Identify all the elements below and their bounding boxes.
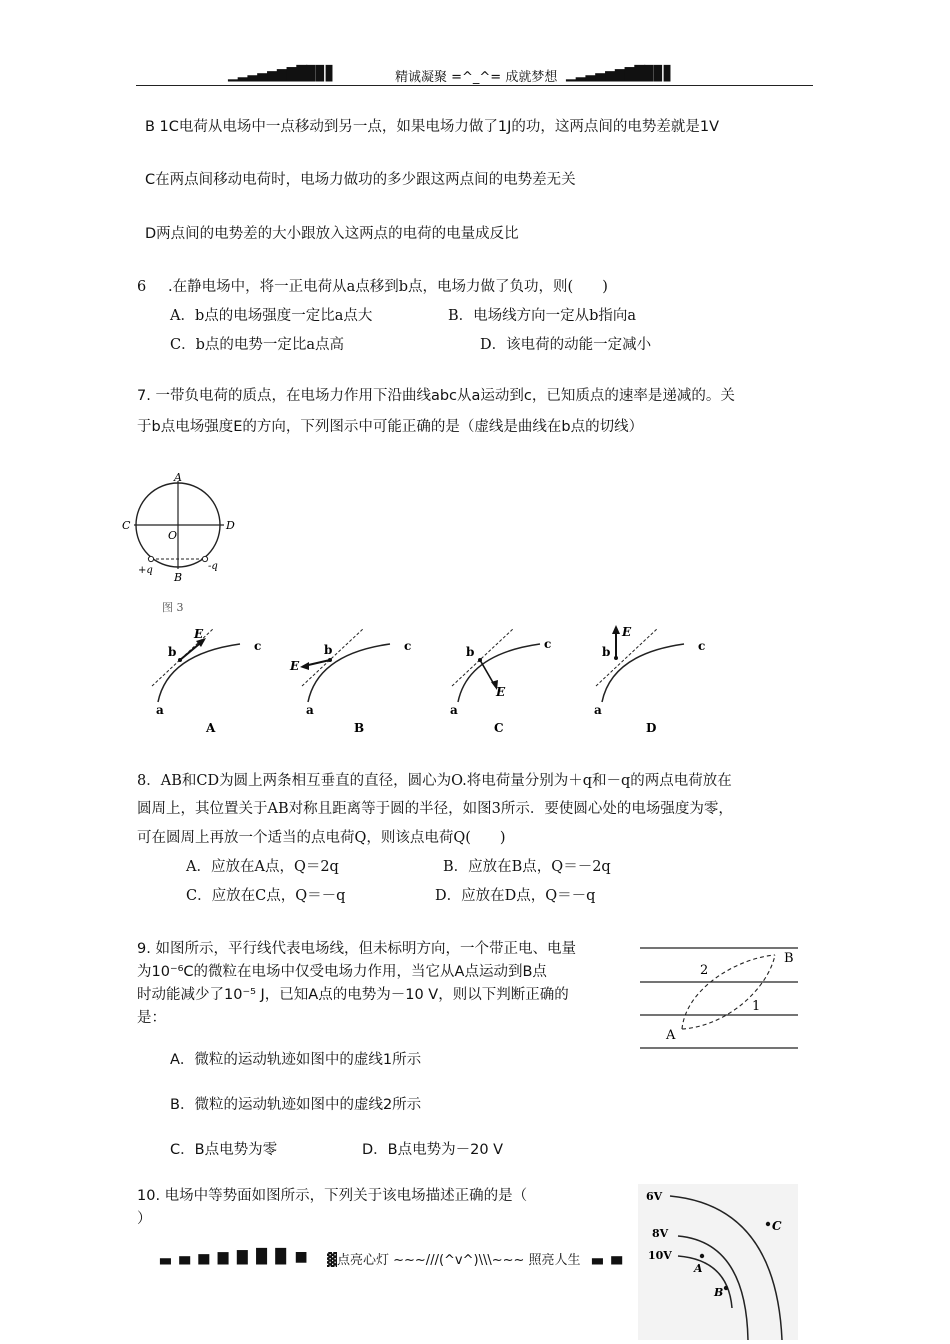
trajectory-2 xyxy=(682,955,775,1029)
option-label: C xyxy=(494,721,504,735)
label-a: A xyxy=(694,1262,703,1275)
point-b-dot xyxy=(478,658,482,662)
q9-text-line4: 是： xyxy=(137,1010,166,1026)
q7-text-line1: 7. 一带负电荷的质点，在电场力作用下沿曲线abc从a运动到c，已知质点的速率是递减的。关 xyxy=(137,388,735,404)
label-2: 2 xyxy=(700,963,709,978)
label-b: b xyxy=(466,645,475,659)
point-b-dot xyxy=(724,1286,728,1290)
q8-option-d: D．应放在D点，Q＝－q xyxy=(435,888,596,904)
label-b: b xyxy=(602,645,611,659)
plus-charge-dot xyxy=(148,556,153,561)
figure-3-circle-diagram xyxy=(118,465,248,625)
label-a: a xyxy=(594,703,602,717)
q6-number: 6 xyxy=(137,279,147,295)
label-8v: 8V xyxy=(652,1227,669,1240)
label-o: O xyxy=(168,529,178,542)
label-e: E xyxy=(622,625,632,639)
label-c: c xyxy=(698,639,706,653)
header-motto: 精诚凝聚 =^_^= 成就梦想 xyxy=(395,70,558,85)
label-c: C xyxy=(772,1219,782,1233)
label-b: b xyxy=(324,643,333,657)
curve-abc xyxy=(308,644,390,702)
label-e: E xyxy=(496,685,506,699)
label-d: D xyxy=(226,519,235,532)
figure-option-b xyxy=(289,628,411,735)
header-decoration-left: ▁▂▃▄▅▆▇█▉▊▋ xyxy=(228,66,336,82)
label-b: B xyxy=(784,951,794,966)
q7-option-figures xyxy=(140,620,740,740)
option-label: A xyxy=(206,721,216,735)
q8-text-line2: 圆周上，其位置关于AB对称且距离等于圆的半径，如图3所示．要使圆心处的电场强度为零， xyxy=(137,801,733,817)
q10-text-line2: ） xyxy=(137,1211,152,1227)
q9-text-line1: 9. 如图所示，平行线代表电场线，但未标明方向，一个带正电、电量 xyxy=(137,941,576,957)
label-plus-q: +q xyxy=(138,565,153,576)
label-b: b xyxy=(168,645,177,659)
q9-option-b: B．微粒的运动轨迹如图中的虚线2所示 xyxy=(170,1097,422,1113)
q6-stem: .在静电场中，将一正电荷从a点移到b点，电场力做了负功，则( ) xyxy=(168,279,608,295)
label-b: B xyxy=(174,571,183,584)
label-e: E xyxy=(194,627,204,641)
header-decoration-right: ▁▂▃▄▅▆▇█▉▊▋ xyxy=(566,66,674,82)
q5-option-c: C在两点间移动电荷时，电场力做功的多少跟这两点间的电势差无关 xyxy=(145,172,576,188)
q6-option-d: D．该电荷的动能一定减小 xyxy=(480,337,652,353)
label-c: C xyxy=(122,519,131,532)
tangent-line xyxy=(302,628,364,686)
point-b-dot xyxy=(328,658,332,662)
option-label: D xyxy=(646,721,657,735)
q9-option-c: C．B点电势为零 xyxy=(170,1142,278,1158)
curve-abc xyxy=(602,644,684,702)
label-c: c xyxy=(404,639,412,653)
q9-option-a: A．微粒的运动轨迹如图中的虚线1所示 xyxy=(170,1052,422,1068)
label-a: A xyxy=(666,1028,676,1043)
q8-option-a: A．应放在A点，Q＝2q xyxy=(186,859,339,875)
label-a: A xyxy=(174,471,182,484)
footer-decoration-blocks: ▃ ▄ ▅ ▆ ▇ █ █ ■ xyxy=(160,1249,310,1265)
footer-motto: ▓点亮心灯 ~~~///(^v^)\\\~~~ 照亮人生 xyxy=(327,1253,581,1268)
figure-background xyxy=(638,1184,798,1340)
q6-option-b: B．电场线方向一定从b指向a xyxy=(448,308,637,324)
figure-option-c xyxy=(450,628,551,735)
arrow-head xyxy=(612,625,620,634)
trajectory-1 xyxy=(682,955,775,1029)
point-a-dot xyxy=(700,1254,704,1258)
minus-charge-dot xyxy=(202,556,207,561)
label-1: 1 xyxy=(752,999,761,1014)
q9-text-line2: 为10⁻⁶C的微粒在电场中仅受电场力作用，当它从A点运动到B点 xyxy=(137,964,547,980)
q6-option-a: A．b点的电场强度一定比a点大 xyxy=(170,308,373,324)
q8-text-line1: 8．AB和CD为圆上两条相互垂直的直径，圆心为O.将电荷量分别为＋q和－q的两点电荷放在 xyxy=(137,773,732,789)
q9-option-d: D．B点电势为－20 V xyxy=(362,1142,504,1158)
label-a: a xyxy=(306,703,314,717)
q8-text-line3: 可在圆周上再放一个适当的点电荷Q，则该点电荷Q( ) xyxy=(137,830,506,846)
q9-field-lines-figure xyxy=(638,938,803,1056)
point-c-dot xyxy=(766,1222,770,1226)
label-minus-q: -q xyxy=(208,561,218,572)
label-6v: 6V xyxy=(646,1190,663,1203)
label-c: c xyxy=(254,639,262,653)
q10-text-line1: 10. 电场中等势面如图所示，下列关于该电场描述正确的是（ xyxy=(137,1188,528,1204)
figure-3-caption: 图 3 xyxy=(162,601,184,614)
q5-option-b: B 1C电荷从电场中一点移动到另一点，如果电场力做了1J的功，这两点间的电势差就是1V xyxy=(145,119,720,135)
label-10v: 10V xyxy=(648,1249,672,1262)
header-rule xyxy=(136,85,813,86)
label-b: B xyxy=(714,1286,724,1299)
label-a: a xyxy=(156,703,164,717)
q7-text-line2: 于b点电场强度E的方向，下列图示中可能正确的是（虚线是曲线在b点的切线） xyxy=(137,419,644,435)
footer-decoration-right: ▃ ▄ xyxy=(592,1249,624,1265)
q9-text-line3: 时动能减少了10⁻⁵ J，已知A点的电势为－10 V，则以下判断正确的 xyxy=(137,987,569,1003)
figure-option-d xyxy=(594,625,705,735)
point-b-dot xyxy=(614,656,618,660)
q8-option-c: C．应放在C点，Q＝－q xyxy=(186,888,346,904)
point-b-dot xyxy=(178,658,182,662)
label-c: c xyxy=(544,637,552,651)
label-a: a xyxy=(450,703,458,717)
q5-option-d: D两点间的电势差的大小跟放入这两点的电荷的电量成反比 xyxy=(145,226,519,242)
tangent-line xyxy=(452,628,514,686)
q10-equipotential-figure xyxy=(638,1184,798,1340)
q6-option-c: C．b点的电势一定比a点高 xyxy=(170,337,345,353)
q8-option-b: B．应放在B点，Q＝－2q xyxy=(443,859,611,875)
option-label: B xyxy=(354,721,365,735)
figure-option-a xyxy=(152,627,261,735)
arrow-head xyxy=(300,662,309,670)
label-e: E xyxy=(290,659,300,673)
